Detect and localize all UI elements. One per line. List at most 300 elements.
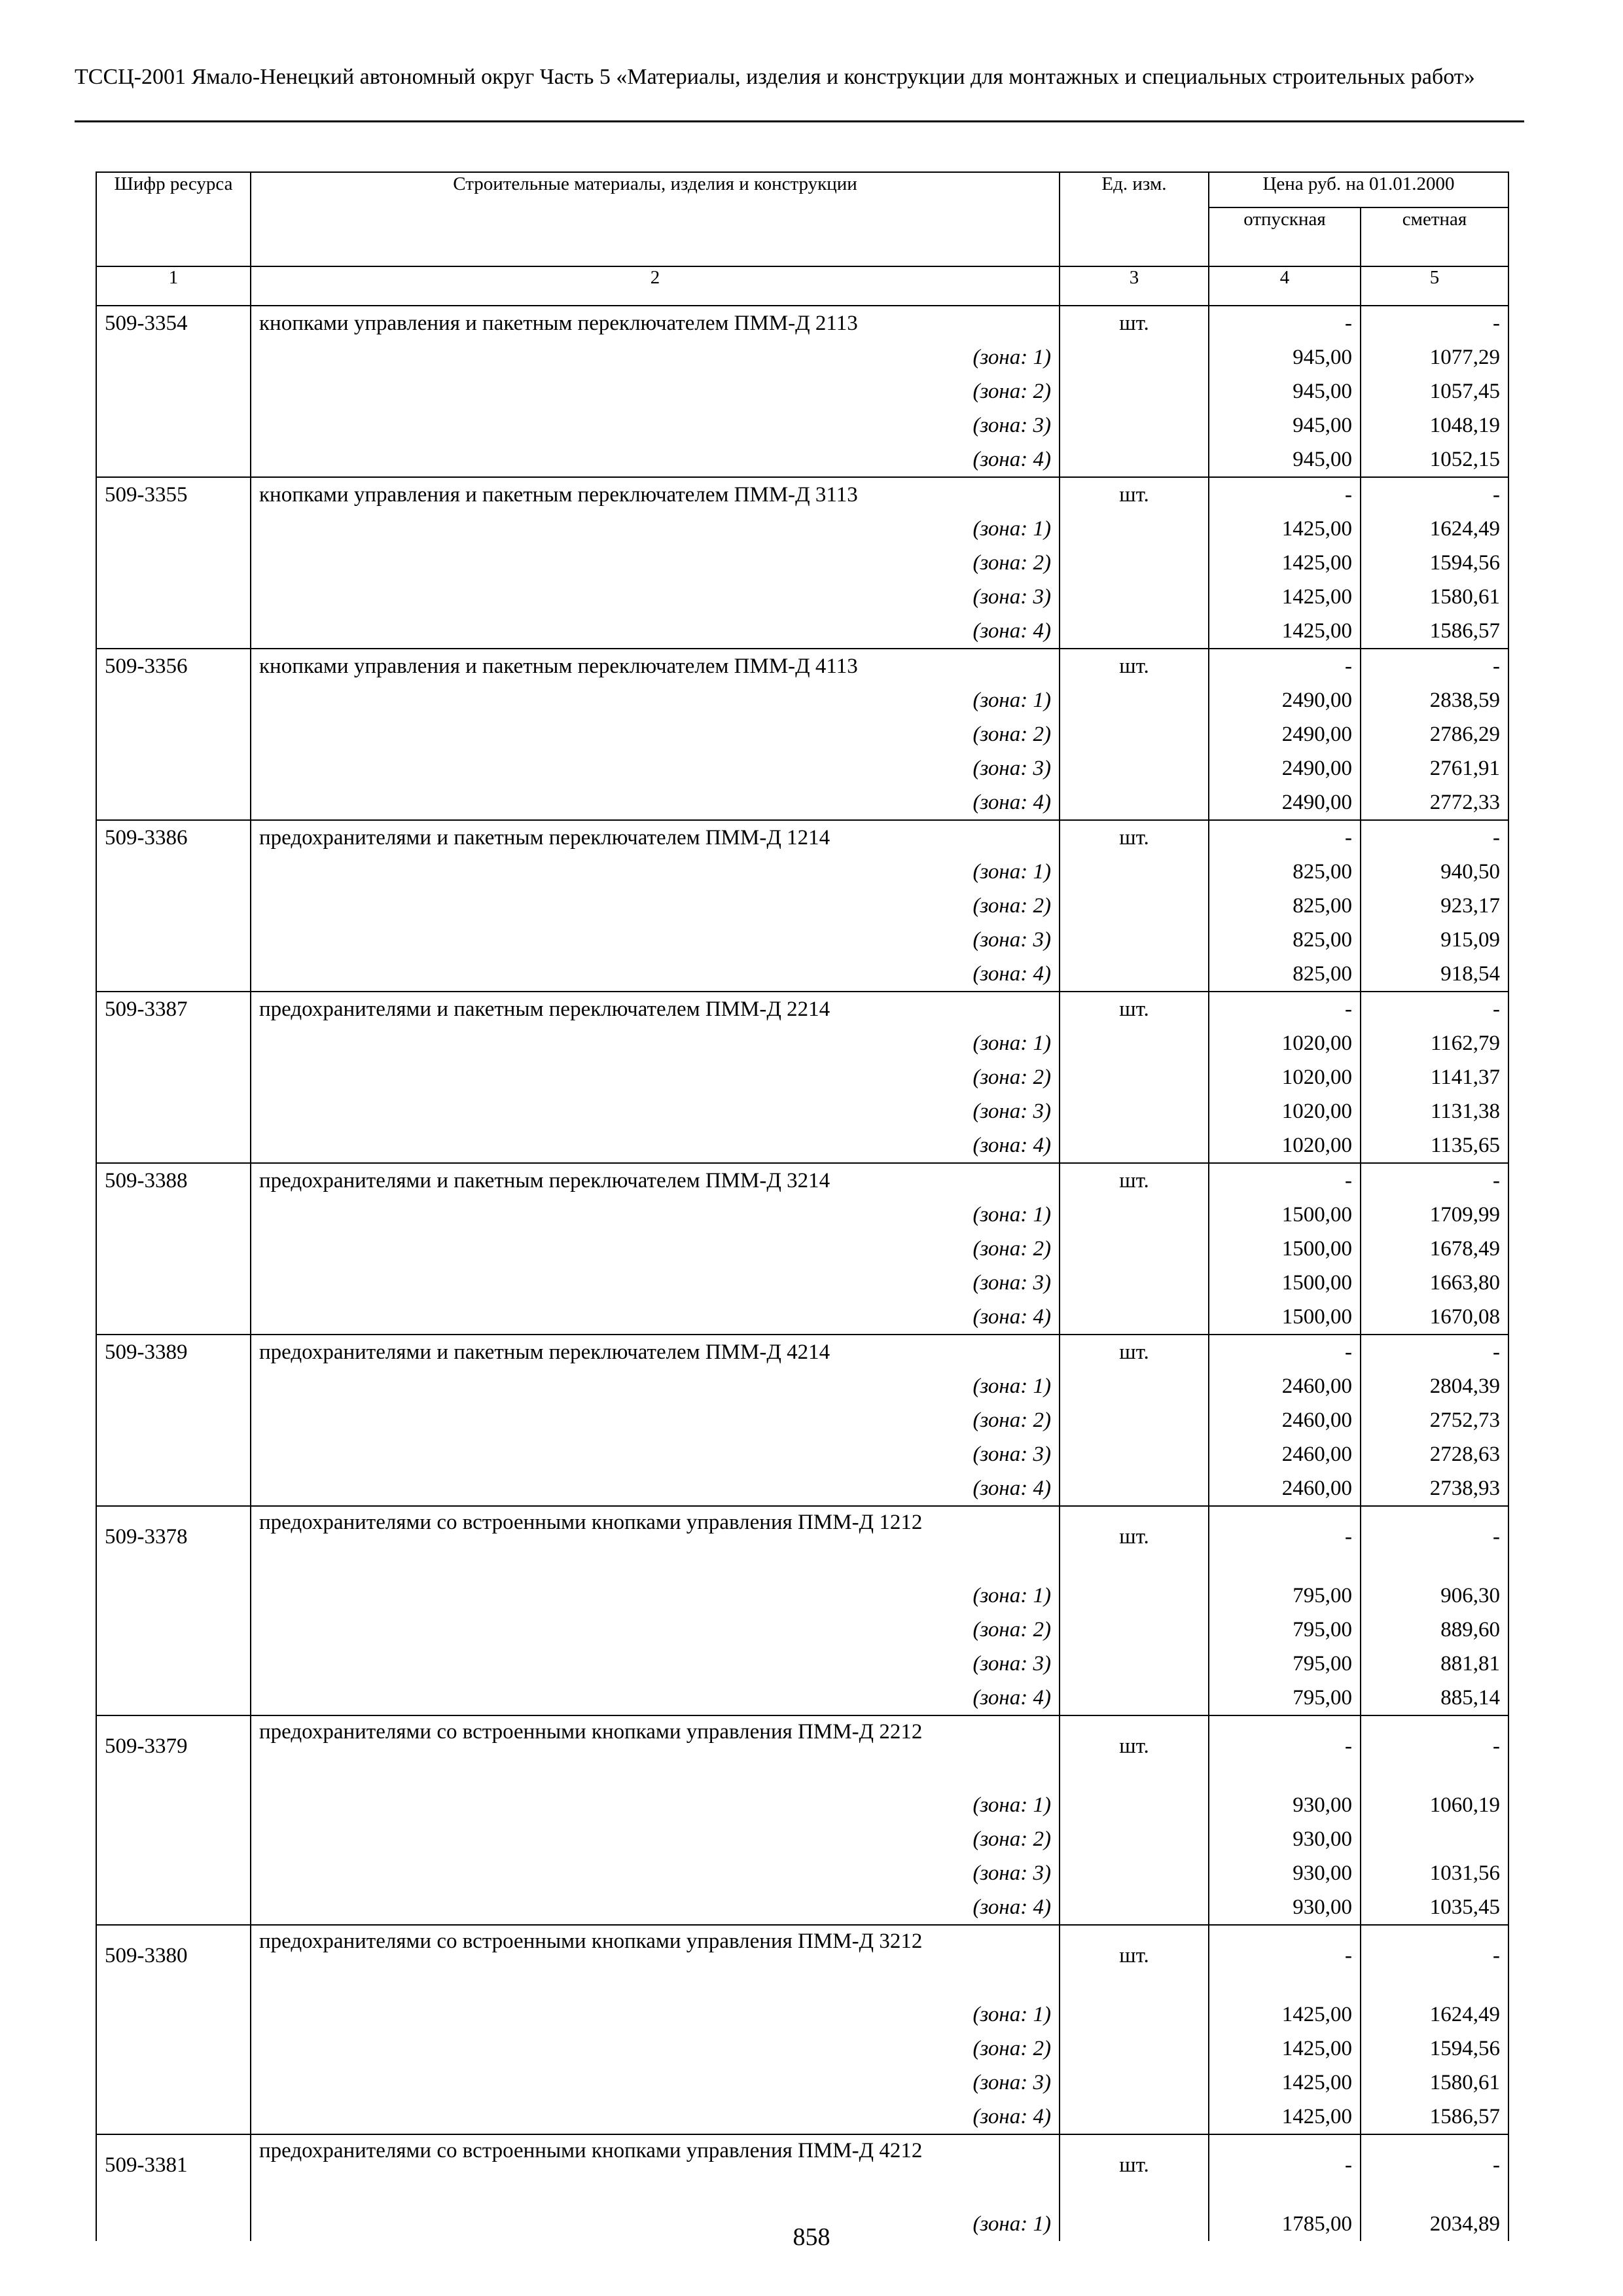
zone-unit-empty xyxy=(1060,408,1209,442)
release-price: - xyxy=(1209,1925,1361,1998)
resource-code: 509-3381 xyxy=(96,2134,251,2207)
zone-code-empty xyxy=(96,1856,251,1890)
zone-row xyxy=(96,1647,1508,1681)
zone-unit-empty xyxy=(1060,580,1209,614)
zone-label: (зона: 4) xyxy=(251,614,1060,649)
zone-code-empty xyxy=(96,614,251,649)
table-row xyxy=(96,649,1508,683)
zone-unit-empty xyxy=(1060,1300,1209,1335)
zone-code-empty xyxy=(96,957,251,992)
zone-unit-empty xyxy=(1060,1822,1209,1856)
zone-estimate-price: 1709,99 xyxy=(1361,1198,1508,1232)
zone-estimate-price: 1586,57 xyxy=(1361,614,1508,649)
zone-code-empty xyxy=(96,889,251,923)
zone-label: (зона: 2) xyxy=(251,1403,1060,1437)
unit-of-measure: шт. xyxy=(1060,1925,1209,1998)
zone-code-empty xyxy=(96,2100,251,2134)
zone-release-price: 1500,00 xyxy=(1209,1232,1361,1266)
zone-estimate-price: 889,60 xyxy=(1361,1613,1508,1647)
zone-row xyxy=(96,1613,1508,1647)
zone-code-empty xyxy=(96,751,251,785)
resource-code: 509-3356 xyxy=(96,649,251,683)
zone-label: (зона: 4) xyxy=(251,1128,1060,1163)
zone-row xyxy=(96,1998,1508,2032)
zone-release-price: 795,00 xyxy=(1209,1681,1361,1715)
zone-release-price: 825,00 xyxy=(1209,923,1361,957)
zone-label: (зона: 2) xyxy=(251,1613,1060,1647)
zone-label: (зона: 3) xyxy=(251,408,1060,442)
zone-unit-empty xyxy=(1060,889,1209,923)
estimate-price: - xyxy=(1361,1715,1508,1788)
table-row xyxy=(96,2134,1508,2207)
unit-of-measure: шт. xyxy=(1060,477,1209,512)
zone-unit-empty xyxy=(1060,717,1209,751)
zone-code-empty xyxy=(96,683,251,717)
zone-row xyxy=(96,2100,1508,2134)
zone-code-empty xyxy=(96,1232,251,1266)
table-row xyxy=(96,1925,1508,1998)
zone-code-empty xyxy=(96,1822,251,1856)
estimate-price: - xyxy=(1361,1335,1508,1369)
estimate-price: - xyxy=(1361,1925,1508,1998)
zone-estimate-price: 2772,33 xyxy=(1361,785,1508,820)
zone-release-price: 825,00 xyxy=(1209,957,1361,992)
zone-unit-empty xyxy=(1060,1579,1209,1613)
zone-code-empty xyxy=(96,374,251,408)
table-body xyxy=(96,306,1508,2241)
zone-label: (зона: 1) xyxy=(251,1198,1060,1232)
zone-code-empty xyxy=(96,1094,251,1128)
zone-label: (зона: 4) xyxy=(251,442,1060,477)
zone-estimate-price: 2838,59 xyxy=(1361,683,1508,717)
unit-of-measure: шт. xyxy=(1060,649,1209,683)
zone-release-price: 1425,00 xyxy=(1209,2100,1361,2134)
zone-unit-empty xyxy=(1060,1681,1209,1715)
zone-label: (зона: 4) xyxy=(251,957,1060,992)
release-price: - xyxy=(1209,2134,1361,2207)
zone-unit-empty xyxy=(1060,512,1209,546)
zone-release-price: 2490,00 xyxy=(1209,683,1361,717)
unit-of-measure: шт. xyxy=(1060,992,1209,1026)
zone-estimate-price: 1162,79 xyxy=(1361,1026,1508,1060)
zone-estimate-price: 885,14 xyxy=(1361,1681,1508,1715)
zone-estimate-price: 918,54 xyxy=(1361,957,1508,992)
header-name: Строительные материалы, изделия и конструкции xyxy=(251,172,1060,266)
header-release: отпускная xyxy=(1209,207,1361,266)
zone-label: (зона: 2) xyxy=(251,1060,1060,1094)
zone-release-price: 1425,00 xyxy=(1209,2066,1361,2100)
zone-code-empty xyxy=(96,512,251,546)
zone-release-price: 1500,00 xyxy=(1209,1300,1361,1335)
material-name: предохранителями со встроенными кнопками управления ПММ-Д 1212 xyxy=(251,1506,1060,1579)
material-name: предохранителями и пакетным переключателем ПММ-Д 1214 xyxy=(251,820,1060,855)
zone-release-price: 1785,00 xyxy=(1209,2207,1361,2241)
zone-label: (зона: 3) xyxy=(251,1266,1060,1300)
resource-code: 509-3355 xyxy=(96,477,251,512)
zone-label: (зона: 2) xyxy=(251,546,1060,580)
release-price: - xyxy=(1209,477,1361,512)
zone-code-empty xyxy=(96,855,251,889)
zone-code-empty xyxy=(96,1890,251,1925)
zone-unit-empty xyxy=(1060,1998,1209,2032)
header-code: Шифр ресурса xyxy=(96,172,251,266)
zone-release-price: 2490,00 xyxy=(1209,751,1361,785)
zone-release-price: 795,00 xyxy=(1209,1613,1361,1647)
zone-release-price: 2460,00 xyxy=(1209,1437,1361,1471)
zone-label: (зона: 3) xyxy=(251,1856,1060,1890)
zone-estimate-price: 1594,56 xyxy=(1361,2032,1508,2066)
zone-unit-empty xyxy=(1060,2100,1209,2134)
zone-estimate-price: 1052,15 xyxy=(1361,442,1508,477)
table-row xyxy=(96,820,1508,855)
zone-release-price: 1425,00 xyxy=(1209,512,1361,546)
zone-release-price: 1020,00 xyxy=(1209,1026,1361,1060)
zone-label: (зона: 4) xyxy=(251,1300,1060,1335)
zone-row xyxy=(96,442,1508,477)
zone-row xyxy=(96,957,1508,992)
zone-unit-empty xyxy=(1060,1788,1209,1822)
zone-code-empty xyxy=(96,1403,251,1437)
zone-code-empty xyxy=(96,1998,251,2032)
zone-release-price: 930,00 xyxy=(1209,1890,1361,1925)
zone-release-price: 945,00 xyxy=(1209,442,1361,477)
resource-code: 509-3378 xyxy=(96,1506,251,1579)
zone-label: (зона: 4) xyxy=(251,785,1060,820)
zone-row xyxy=(96,1128,1508,1163)
zone-code-empty xyxy=(96,923,251,957)
zone-label: (зона: 1) xyxy=(251,1788,1060,1822)
zone-code-empty xyxy=(96,1681,251,1715)
zone-label: (зона: 1) xyxy=(251,1579,1060,1613)
zone-estimate-price: 1663,80 xyxy=(1361,1266,1508,1300)
zone-row xyxy=(96,683,1508,717)
unit-of-measure: шт. xyxy=(1060,2134,1209,2207)
zone-release-price: 930,00 xyxy=(1209,1856,1361,1890)
header-unit: Ед. изм. xyxy=(1060,172,1209,266)
zone-code-empty xyxy=(96,1128,251,1163)
zone-code-empty xyxy=(96,580,251,614)
table-row xyxy=(96,1506,1508,1579)
zone-unit-empty xyxy=(1060,1403,1209,1437)
zone-code-empty xyxy=(96,2066,251,2100)
unit-of-measure: шт. xyxy=(1060,1506,1209,1579)
zone-code-empty xyxy=(96,340,251,374)
release-price: - xyxy=(1209,1335,1361,1369)
zone-label: (зона: 4) xyxy=(251,2100,1060,2134)
zone-estimate-price: 2034,89 xyxy=(1361,2207,1508,2241)
table-row xyxy=(96,306,1508,340)
zone-label: (зона: 1) xyxy=(251,2207,1060,2241)
material-name: предохранителями со встроенными кнопками управления ПММ-Д 4212 xyxy=(251,2134,1060,2207)
zone-row xyxy=(96,1471,1508,1506)
material-name: предохранителями со встроенными кнопками управления ПММ-Д 3212 xyxy=(251,1925,1060,1998)
estimate-price: - xyxy=(1361,477,1508,512)
zone-row xyxy=(96,855,1508,889)
zone-release-price: 2490,00 xyxy=(1209,717,1361,751)
zone-release-price: 825,00 xyxy=(1209,889,1361,923)
zone-unit-empty xyxy=(1060,374,1209,408)
zone-code-empty xyxy=(96,1060,251,1094)
zone-code-empty xyxy=(96,442,251,477)
zone-code-empty xyxy=(96,717,251,751)
zone-code-empty xyxy=(96,1026,251,1060)
zone-label: (зона: 2) xyxy=(251,717,1060,751)
zone-label: (зона: 2) xyxy=(251,374,1060,408)
zone-code-empty xyxy=(96,1579,251,1613)
zone-row xyxy=(96,1681,1508,1715)
zone-estimate-price: 1077,29 xyxy=(1361,340,1508,374)
zone-estimate-price: 906,30 xyxy=(1361,1579,1508,1613)
resource-code: 509-3388 xyxy=(96,1163,251,1198)
zone-estimate-price: 1580,61 xyxy=(1361,580,1508,614)
zone-estimate-price: 2804,39 xyxy=(1361,1369,1508,1403)
table-row xyxy=(96,1163,1508,1198)
zone-row xyxy=(96,785,1508,820)
table-row xyxy=(96,1335,1508,1369)
zone-code-empty xyxy=(96,546,251,580)
zone-estimate-price: 1624,49 xyxy=(1361,512,1508,546)
release-price: - xyxy=(1209,1715,1361,1788)
zone-unit-empty xyxy=(1060,751,1209,785)
header-price-group: Цена руб. на 01.01.2000 xyxy=(1209,172,1508,207)
estimate-price: - xyxy=(1361,992,1508,1026)
zone-label: (зона: 4) xyxy=(251,1890,1060,1925)
zone-estimate-price: 1048,19 xyxy=(1361,408,1508,442)
zone-release-price: 1425,00 xyxy=(1209,1998,1361,2032)
zone-label: (зона: 1) xyxy=(251,855,1060,889)
zone-unit-empty xyxy=(1060,1266,1209,1300)
zone-row xyxy=(96,1026,1508,1060)
zone-release-price: 930,00 xyxy=(1209,1788,1361,1822)
zone-unit-empty xyxy=(1060,546,1209,580)
zone-unit-empty xyxy=(1060,614,1209,649)
zone-unit-empty xyxy=(1060,1613,1209,1647)
zone-estimate-price: 1131,38 xyxy=(1361,1094,1508,1128)
zone-release-price: 795,00 xyxy=(1209,1579,1361,1613)
estimate-price: - xyxy=(1361,649,1508,683)
release-price: - xyxy=(1209,992,1361,1026)
column-number-3: 3 xyxy=(1060,266,1209,306)
zone-row xyxy=(96,1890,1508,1925)
zone-release-price: 1500,00 xyxy=(1209,1198,1361,1232)
zone-estimate-price: 2761,91 xyxy=(1361,751,1508,785)
zone-estimate-price: 2728,63 xyxy=(1361,1437,1508,1471)
zone-label: (зона: 3) xyxy=(251,751,1060,785)
zone-unit-empty xyxy=(1060,2066,1209,2100)
zone-release-price: 945,00 xyxy=(1209,340,1361,374)
zone-release-price: 825,00 xyxy=(1209,855,1361,889)
zone-release-price: 945,00 xyxy=(1209,408,1361,442)
material-name: кнопками управления и пакетным переключателем ПММ-Д 4113 xyxy=(251,649,1060,683)
zone-release-price: 1020,00 xyxy=(1209,1060,1361,1094)
zone-row xyxy=(96,1856,1508,1890)
zone-estimate-price: 1135,65 xyxy=(1361,1128,1508,1163)
zone-row xyxy=(96,340,1508,374)
zone-estimate-price: 923,17 xyxy=(1361,889,1508,923)
zone-label: (зона: 1) xyxy=(251,340,1060,374)
resource-code: 509-3379 xyxy=(96,1715,251,1788)
zone-label: (зона: 1) xyxy=(251,512,1060,546)
zone-release-price: 1425,00 xyxy=(1209,580,1361,614)
zone-row xyxy=(96,2032,1508,2066)
estimate-price: - xyxy=(1361,820,1508,855)
unit-of-measure: шт. xyxy=(1060,1335,1209,1369)
zone-release-price: 2490,00 xyxy=(1209,785,1361,820)
resource-code: 509-3354 xyxy=(96,306,251,340)
zone-estimate-price: 1624,49 xyxy=(1361,1998,1508,2032)
zone-label: (зона: 1) xyxy=(251,1369,1060,1403)
release-price: - xyxy=(1209,306,1361,340)
zone-unit-empty xyxy=(1060,1026,1209,1060)
header-estimate: сметная xyxy=(1361,207,1508,266)
zone-unit-empty xyxy=(1060,1198,1209,1232)
table-row xyxy=(96,477,1508,512)
zone-code-empty xyxy=(96,1198,251,1232)
resource-code: 509-3387 xyxy=(96,992,251,1026)
zone-estimate-price: 915,09 xyxy=(1361,923,1508,957)
zone-unit-empty xyxy=(1060,442,1209,477)
zone-unit-empty xyxy=(1060,855,1209,889)
zone-unit-empty xyxy=(1060,340,1209,374)
zone-label: (зона: 4) xyxy=(251,1471,1060,1506)
zone-row xyxy=(96,614,1508,649)
zone-code-empty xyxy=(96,1788,251,1822)
zone-unit-empty xyxy=(1060,957,1209,992)
estimate-price: - xyxy=(1361,306,1508,340)
zone-row xyxy=(96,1788,1508,1822)
zone-estimate-price: 1035,45 xyxy=(1361,1890,1508,1925)
zone-code-empty xyxy=(96,1647,251,1681)
zone-estimate-price: 1670,08 xyxy=(1361,1300,1508,1335)
zone-estimate-price: 1580,61 xyxy=(1361,2066,1508,2100)
unit-of-measure: шт. xyxy=(1060,306,1209,340)
zone-code-empty xyxy=(96,1266,251,1300)
zone-release-price: 1425,00 xyxy=(1209,614,1361,649)
zone-row xyxy=(96,580,1508,614)
table-row xyxy=(96,1715,1508,1788)
column-number-1: 1 xyxy=(96,266,251,306)
estimate-price: - xyxy=(1361,1506,1508,1579)
zone-row xyxy=(96,717,1508,751)
zone-release-price: 930,00 xyxy=(1209,1822,1361,1856)
zone-label: (зона: 2) xyxy=(251,2032,1060,2066)
zone-label: (зона: 1) xyxy=(251,683,1060,717)
zone-code-empty xyxy=(96,1471,251,1506)
zone-code-empty xyxy=(96,408,251,442)
zone-code-empty xyxy=(96,1437,251,1471)
zone-row xyxy=(96,2066,1508,2100)
zone-release-price: 795,00 xyxy=(1209,1647,1361,1681)
table-row xyxy=(96,992,1508,1026)
zone-label: (зона: 1) xyxy=(251,1026,1060,1060)
zone-row xyxy=(96,546,1508,580)
zone-estimate-price: 1594,56 xyxy=(1361,546,1508,580)
column-number-5: 5 xyxy=(1361,266,1508,306)
zone-estimate-price: 1586,57 xyxy=(1361,2100,1508,2134)
resource-code: 509-3380 xyxy=(96,1925,251,1998)
page-number: 858 xyxy=(793,2223,830,2251)
resource-code: 509-3386 xyxy=(96,820,251,855)
zone-row xyxy=(96,1822,1508,1856)
zone-unit-empty xyxy=(1060,1647,1209,1681)
zone-row xyxy=(96,1198,1508,1232)
zone-code-empty xyxy=(96,785,251,820)
release-price: - xyxy=(1209,1163,1361,1198)
zone-label: (зона: 3) xyxy=(251,923,1060,957)
document-header: ТССЦ-2001 Ямало-Ненецкий автономный округ Часть 5 «Материалы, изделия и конструкции для монтажных и специальных строительных работ» xyxy=(75,65,1475,89)
zone-unit-empty xyxy=(1060,1890,1209,1925)
zone-row xyxy=(96,512,1508,546)
zone-estimate-price: 2738,93 xyxy=(1361,1471,1508,1506)
zone-unit-empty xyxy=(1060,1437,1209,1471)
zone-code-empty xyxy=(96,1613,251,1647)
material-name: кнопками управления и пакетным переключателем ПММ-Д 3113 xyxy=(251,477,1060,512)
material-name: предохранителями и пакетным переключателем ПММ-Д 3214 xyxy=(251,1163,1060,1198)
zone-row xyxy=(96,1232,1508,1266)
zone-code-empty xyxy=(96,1300,251,1335)
zone-label: (зона: 2) xyxy=(251,1822,1060,1856)
zone-unit-empty xyxy=(1060,1471,1209,1506)
zone-release-price: 945,00 xyxy=(1209,374,1361,408)
zone-release-price: 2460,00 xyxy=(1209,1403,1361,1437)
zone-release-price: 2460,00 xyxy=(1209,1471,1361,1506)
zone-row xyxy=(96,889,1508,923)
zone-row xyxy=(96,1094,1508,1128)
zone-unit-empty xyxy=(1060,2032,1209,2066)
zone-label: (зона: 2) xyxy=(251,1232,1060,1266)
material-name: предохранителями и пакетным переключателем ПММ-Д 2214 xyxy=(251,992,1060,1026)
zone-label: (зона: 3) xyxy=(251,1647,1060,1681)
zone-unit-empty xyxy=(1060,1369,1209,1403)
zone-unit-empty xyxy=(1060,1128,1209,1163)
zone-estimate-price: 2752,73 xyxy=(1361,1403,1508,1437)
zone-label: (зона: 2) xyxy=(251,889,1060,923)
zone-label: (зона: 4) xyxy=(251,1681,1060,1715)
zone-row xyxy=(96,751,1508,785)
unit-of-measure: шт. xyxy=(1060,1163,1209,1198)
zone-row xyxy=(96,1437,1508,1471)
zone-release-price: 1500,00 xyxy=(1209,1266,1361,1300)
zone-unit-empty xyxy=(1060,1232,1209,1266)
zone-row xyxy=(96,374,1508,408)
zone-estimate-price: 1060,19 xyxy=(1361,1788,1508,1822)
release-price: - xyxy=(1209,649,1361,683)
release-price: - xyxy=(1209,1506,1361,1579)
zone-release-price: 1425,00 xyxy=(1209,546,1361,580)
release-price: - xyxy=(1209,820,1361,855)
zone-label: (зона: 3) xyxy=(251,580,1060,614)
zone-row xyxy=(96,1579,1508,1613)
zone-release-price: 1020,00 xyxy=(1209,1128,1361,1163)
zone-estimate-price: 2786,29 xyxy=(1361,717,1508,751)
resource-code: 509-3389 xyxy=(96,1335,251,1369)
zone-unit-empty xyxy=(1060,1856,1209,1890)
zone-estimate-price: 1057,45 xyxy=(1361,374,1508,408)
zone-estimate-price xyxy=(1361,1822,1508,1856)
zone-code-empty xyxy=(96,1369,251,1403)
zone-label: (зона: 3) xyxy=(251,1437,1060,1471)
zone-unit-empty xyxy=(1060,1094,1209,1128)
material-name: кнопками управления и пакетным переключателем ПММ-Д 2113 xyxy=(251,306,1060,340)
zone-estimate-price: 1678,49 xyxy=(1361,1232,1508,1266)
column-number-4: 4 xyxy=(1209,266,1361,306)
zone-estimate-price: 1141,37 xyxy=(1361,1060,1508,1094)
zone-unit-empty xyxy=(1060,683,1209,717)
column-number-2: 2 xyxy=(251,266,1060,306)
zone-unit-empty xyxy=(1060,1060,1209,1094)
zone-label: (зона: 3) xyxy=(251,1094,1060,1128)
unit-of-measure: шт. xyxy=(1060,820,1209,855)
